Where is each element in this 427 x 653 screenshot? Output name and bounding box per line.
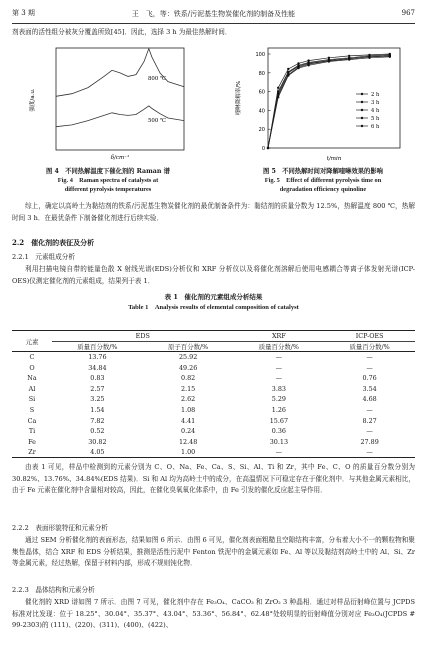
- table-1-caption: [0, 293, 427, 312]
- table-cell-value: 2.57: [90, 384, 105, 393]
- table-header-element: 元素: [12, 331, 52, 352]
- figure-5-caption: [228, 167, 418, 194]
- fig5-point: [287, 72, 289, 74]
- table-cell-value: 3.25: [90, 395, 105, 404]
- paragraph-table-discussion: 由表 1 可见，样品中检测到的元素分别为 C、O、Na、Fe、Ca、S、Si、Al、Ti 和 Zr，其中 Fe、C、O 的质量百分数分别为 30.82%、13.76%、34.84%(EDS 结果)．Si 和 Al 均为高岭土中的成分，在高温情况下可稳定存在于催化剂中．与其他金属元素相比，由于 Fe 元素在催化剂中含量相对较高，因此，在催化臭氧氧化体系中，由 Fe 引发的催化反应起主导作用．: [12, 463, 415, 494]
- table-row: [12, 426, 415, 437]
- table-header-eds-mass: 质量百分数/%: [77, 342, 118, 351]
- table-cell-value: 5.29: [271, 395, 286, 404]
- fig5-caption-en-2: degradation efficiency quinoline: [279, 186, 367, 193]
- table-cell-element: Al: [28, 384, 36, 393]
- table-row: [12, 394, 415, 405]
- subsection-2-2-1-heading: 2.2.1 元素组成分析: [12, 253, 75, 261]
- fig5-legend-marker: [361, 101, 363, 103]
- table-header-icp: ICP-OES: [324, 331, 415, 342]
- table-cell-value: —: [275, 363, 283, 372]
- fig5-legend-marker: [361, 125, 363, 127]
- header-title: 王 飞，等：铁系/污泥基生物炭催化剂的制备及性能: [131, 10, 296, 18]
- header-page-number: 967: [401, 9, 415, 17]
- table-header-xrf: XRF: [234, 331, 325, 342]
- table-cell-value: 1.00: [181, 448, 196, 457]
- figure-5: [230, 42, 410, 164]
- fig4-label-500: 500 ℃: [148, 118, 167, 124]
- table-cell-value: 2.15: [181, 384, 196, 393]
- fig5-ytick-label: 60: [258, 89, 265, 96]
- table-cell-value: 1.26: [271, 405, 286, 414]
- table-cell-value: 49.26: [178, 363, 198, 372]
- figure-4-plot: [22, 42, 192, 162]
- fig4-label-800: 800 ℃: [148, 76, 167, 82]
- header-issue: 第 3 期: [12, 9, 35, 17]
- fig4-caption-en-2: different pyrolysis temperatures: [64, 186, 152, 193]
- fig5-frame: [268, 48, 400, 148]
- table-cell-value: 25.92: [178, 353, 198, 362]
- fig5-point: [348, 58, 350, 60]
- fig5-ytick-label: 80: [258, 70, 265, 77]
- table-cell-element: Ti: [28, 427, 36, 436]
- intro-line: 剂表面的活性组分被灰分覆盖所致[45]．因此，选择 3 h 为最佳热解时间．: [12, 28, 232, 36]
- table-row: [12, 362, 415, 373]
- table-1: [12, 330, 415, 458]
- fig5-point: [389, 56, 391, 58]
- table-cell-element: S: [29, 405, 35, 414]
- table-cell-element: Zr: [28, 448, 36, 457]
- fig5-ytick-label: 40: [258, 108, 265, 115]
- table-cell-value: 4.68: [362, 395, 377, 404]
- table-cell-value: 0.82: [181, 374, 196, 383]
- table-cell-value: —: [366, 427, 373, 436]
- fig5-legend-label: 4 h: [371, 108, 380, 114]
- section-2-2-heading: 2.2 催化剂的表征及分析: [12, 238, 95, 247]
- fig5-legend-label: 2 h: [371, 92, 380, 98]
- fig4-caption-en-1: Fig. 4 Raman spectra of catalysts at: [57, 177, 159, 184]
- table-row: [12, 373, 415, 384]
- paragraph-xrd: 催化剂的 XRD 谱如图 7 所示．由图 7 可见，催化剂中存在 Fe₃O₄、CaCO₃ 和 ZrO₂ 3 种晶相．通过对样品衍射峰位置与 JCPDS 标准对比发现：位于 18.25°、30.04°、35.37°、43.04°、53.36°、56.84°、62.48°处较明显的衍射峰值分别对应 Fe₃O₄(JCPDS # 99-2303)的 (111)、(220)、(311)、(400)、(422)、: [12, 598, 415, 629]
- table-cell-value: 0.83: [90, 374, 105, 383]
- table-cell-value: —: [366, 448, 373, 457]
- table-cell-value: 12.48: [178, 437, 198, 446]
- table-cell-value: 0.24: [181, 427, 196, 436]
- table-header-xrf-mass: 质量百分数/%: [258, 342, 299, 351]
- table-row: [12, 447, 415, 458]
- table-cell-element: Si: [28, 395, 36, 404]
- paragraph-elemental-method: 利用扫描电镜自带的能量色散 X 射线光谱(EDS)分析仪和 XRF 分析仪以及将催化剂溶解后使用电感耦合等离子体发射光谱(ICP-OES)仪测定催化剂的元素组成，结果列于表 1．: [12, 265, 415, 285]
- table-cell-value: —: [366, 363, 373, 372]
- fig4-frame: [56, 48, 184, 150]
- table-cell-value: 0.36: [271, 427, 286, 436]
- fig5-legend-marker: [361, 117, 363, 119]
- table-cell-value: —: [366, 405, 373, 414]
- table-cell-value: 8.27: [362, 416, 377, 425]
- table-header-icp-mass: 质量百分数/%: [349, 342, 390, 351]
- table-row: [12, 383, 415, 394]
- table-row: [12, 352, 415, 363]
- fig5-ytick-label: 100: [255, 52, 265, 58]
- table-cell-value: 13.76: [88, 353, 107, 362]
- fig5-point: [328, 60, 330, 62]
- table-cell-value: 27.89: [360, 437, 379, 446]
- table-cell-element: Ca: [27, 416, 37, 425]
- fig5-point: [277, 92, 279, 94]
- table-cell-value: 2.62: [181, 395, 196, 404]
- table-header-eds: EDS: [52, 331, 234, 342]
- fig4-ylabel: 强度/a.u.: [30, 88, 36, 112]
- fig5-legend-label: 3 h: [371, 100, 380, 106]
- figure-5-plot: [230, 42, 410, 164]
- fig5-legend-marker: [361, 109, 363, 111]
- fig5-point: [267, 147, 269, 149]
- table-row: [12, 436, 415, 447]
- fig5-caption-cn: 图 5 不同热解时间对降解喹啉效果的影响: [263, 168, 383, 175]
- figure-4-caption: [18, 167, 198, 194]
- table-row: [12, 405, 415, 416]
- fig5-point: [297, 67, 299, 69]
- fig4-caption-cn: 图 4 不同热解温度下催化剂的 Raman 谱: [46, 168, 170, 175]
- subsection-2-2-3-heading: 2.2.3 晶体结构和元素分析: [12, 586, 95, 594]
- fig5-point: [307, 64, 309, 66]
- paragraph-sem: 通过 SEM 分析催化剂的表面形态，结果如图 6 所示．由图 6 可见，催化剂表面粗糙且空隙结构丰富，分布着大小不一的颗粒物和聚集性晶体，结合 XRF 和 EDS 分析结果，推测是活性污泥中 Fenton 铁泥中的金属元素如 Fe、Al 等以及黏结剂高岭土中的 Al、Si、Zr 等金属元素，经过热解，保留于材料内部，形成不规则钝化物．: [12, 536, 415, 567]
- fig5-point: [277, 87, 279, 89]
- table-cell-value: 3.83: [271, 384, 286, 393]
- table-cell-element: C: [29, 353, 35, 362]
- table-cell-value: 3.54: [362, 384, 377, 393]
- table-row: [12, 415, 415, 426]
- fig5-ylabel: 喹啉降解率/%: [236, 80, 242, 116]
- table-cell-value: —: [366, 353, 373, 362]
- table-cell-value: 30.13: [269, 437, 289, 446]
- table-cell-element: O: [29, 363, 35, 372]
- table-cell-value: 4.05: [90, 448, 105, 457]
- fig4-xlabel: δ/cm⁻¹: [110, 155, 130, 161]
- table-cell-value: 1.54: [90, 405, 105, 414]
- table-cell-value: 4.41: [181, 416, 196, 425]
- table-cell-value: 7.82: [90, 416, 105, 425]
- fig5-xlabel: t/min: [326, 156, 342, 162]
- table-cell-value: —: [275, 448, 283, 457]
- table-cell-element: Na: [27, 374, 37, 383]
- figure-4: [22, 42, 192, 162]
- fig5-legend-label: 5 h: [371, 116, 380, 122]
- table-cell-value: 30.82: [88, 437, 107, 446]
- fig5-ytick-label: 20: [258, 127, 265, 134]
- table-cell-value: —: [275, 374, 283, 383]
- fig5-legend-label: 6 h: [371, 124, 380, 130]
- table-cell-value: 1.08: [181, 405, 196, 414]
- header-rule: [12, 23, 415, 24]
- table-cell-value: 0.76: [362, 374, 377, 383]
- fig5-point: [368, 57, 370, 59]
- fig5-point: [277, 96, 279, 98]
- table-cell-element: Fe: [28, 437, 36, 446]
- table-cell-value: 34.84: [88, 363, 107, 372]
- fig4-series-line: [56, 49, 184, 97]
- fig5-legend-marker: [361, 93, 363, 95]
- table-1-title-en: Table 1 Analysis results of elemental composition of catalyst: [128, 303, 299, 311]
- fig5-point: [287, 74, 289, 76]
- table-cell-value: 0.52: [90, 427, 105, 436]
- table-header-eds-atom: 原子百分数/%: [168, 342, 209, 351]
- fig5-point: [287, 68, 289, 70]
- paragraph-conclusion: 综上，确定以高岭土为黏结剂的铁系/污泥基生物炭催化剂的最优制备条件为：黏结剂的质量分数为 12.5%，热解温度 800 ℃，热解时间 3 h．在最优条件下制备催化剂进行后续实验．: [12, 202, 415, 222]
- fig5-ytick-label: 0: [261, 146, 265, 152]
- table-1-title-cn: 表 1 催化剂的元素组成分析结果: [164, 293, 263, 301]
- table-cell-value: —: [275, 353, 283, 362]
- fig5-caption-en-1: Fig. 5 Effect of different pyrolysis time on: [264, 177, 382, 184]
- subsection-2-2-2-heading: 2.2.2 表面形貌特征和元素分析: [12, 524, 108, 532]
- table-cell-value: 15.67: [269, 416, 289, 425]
